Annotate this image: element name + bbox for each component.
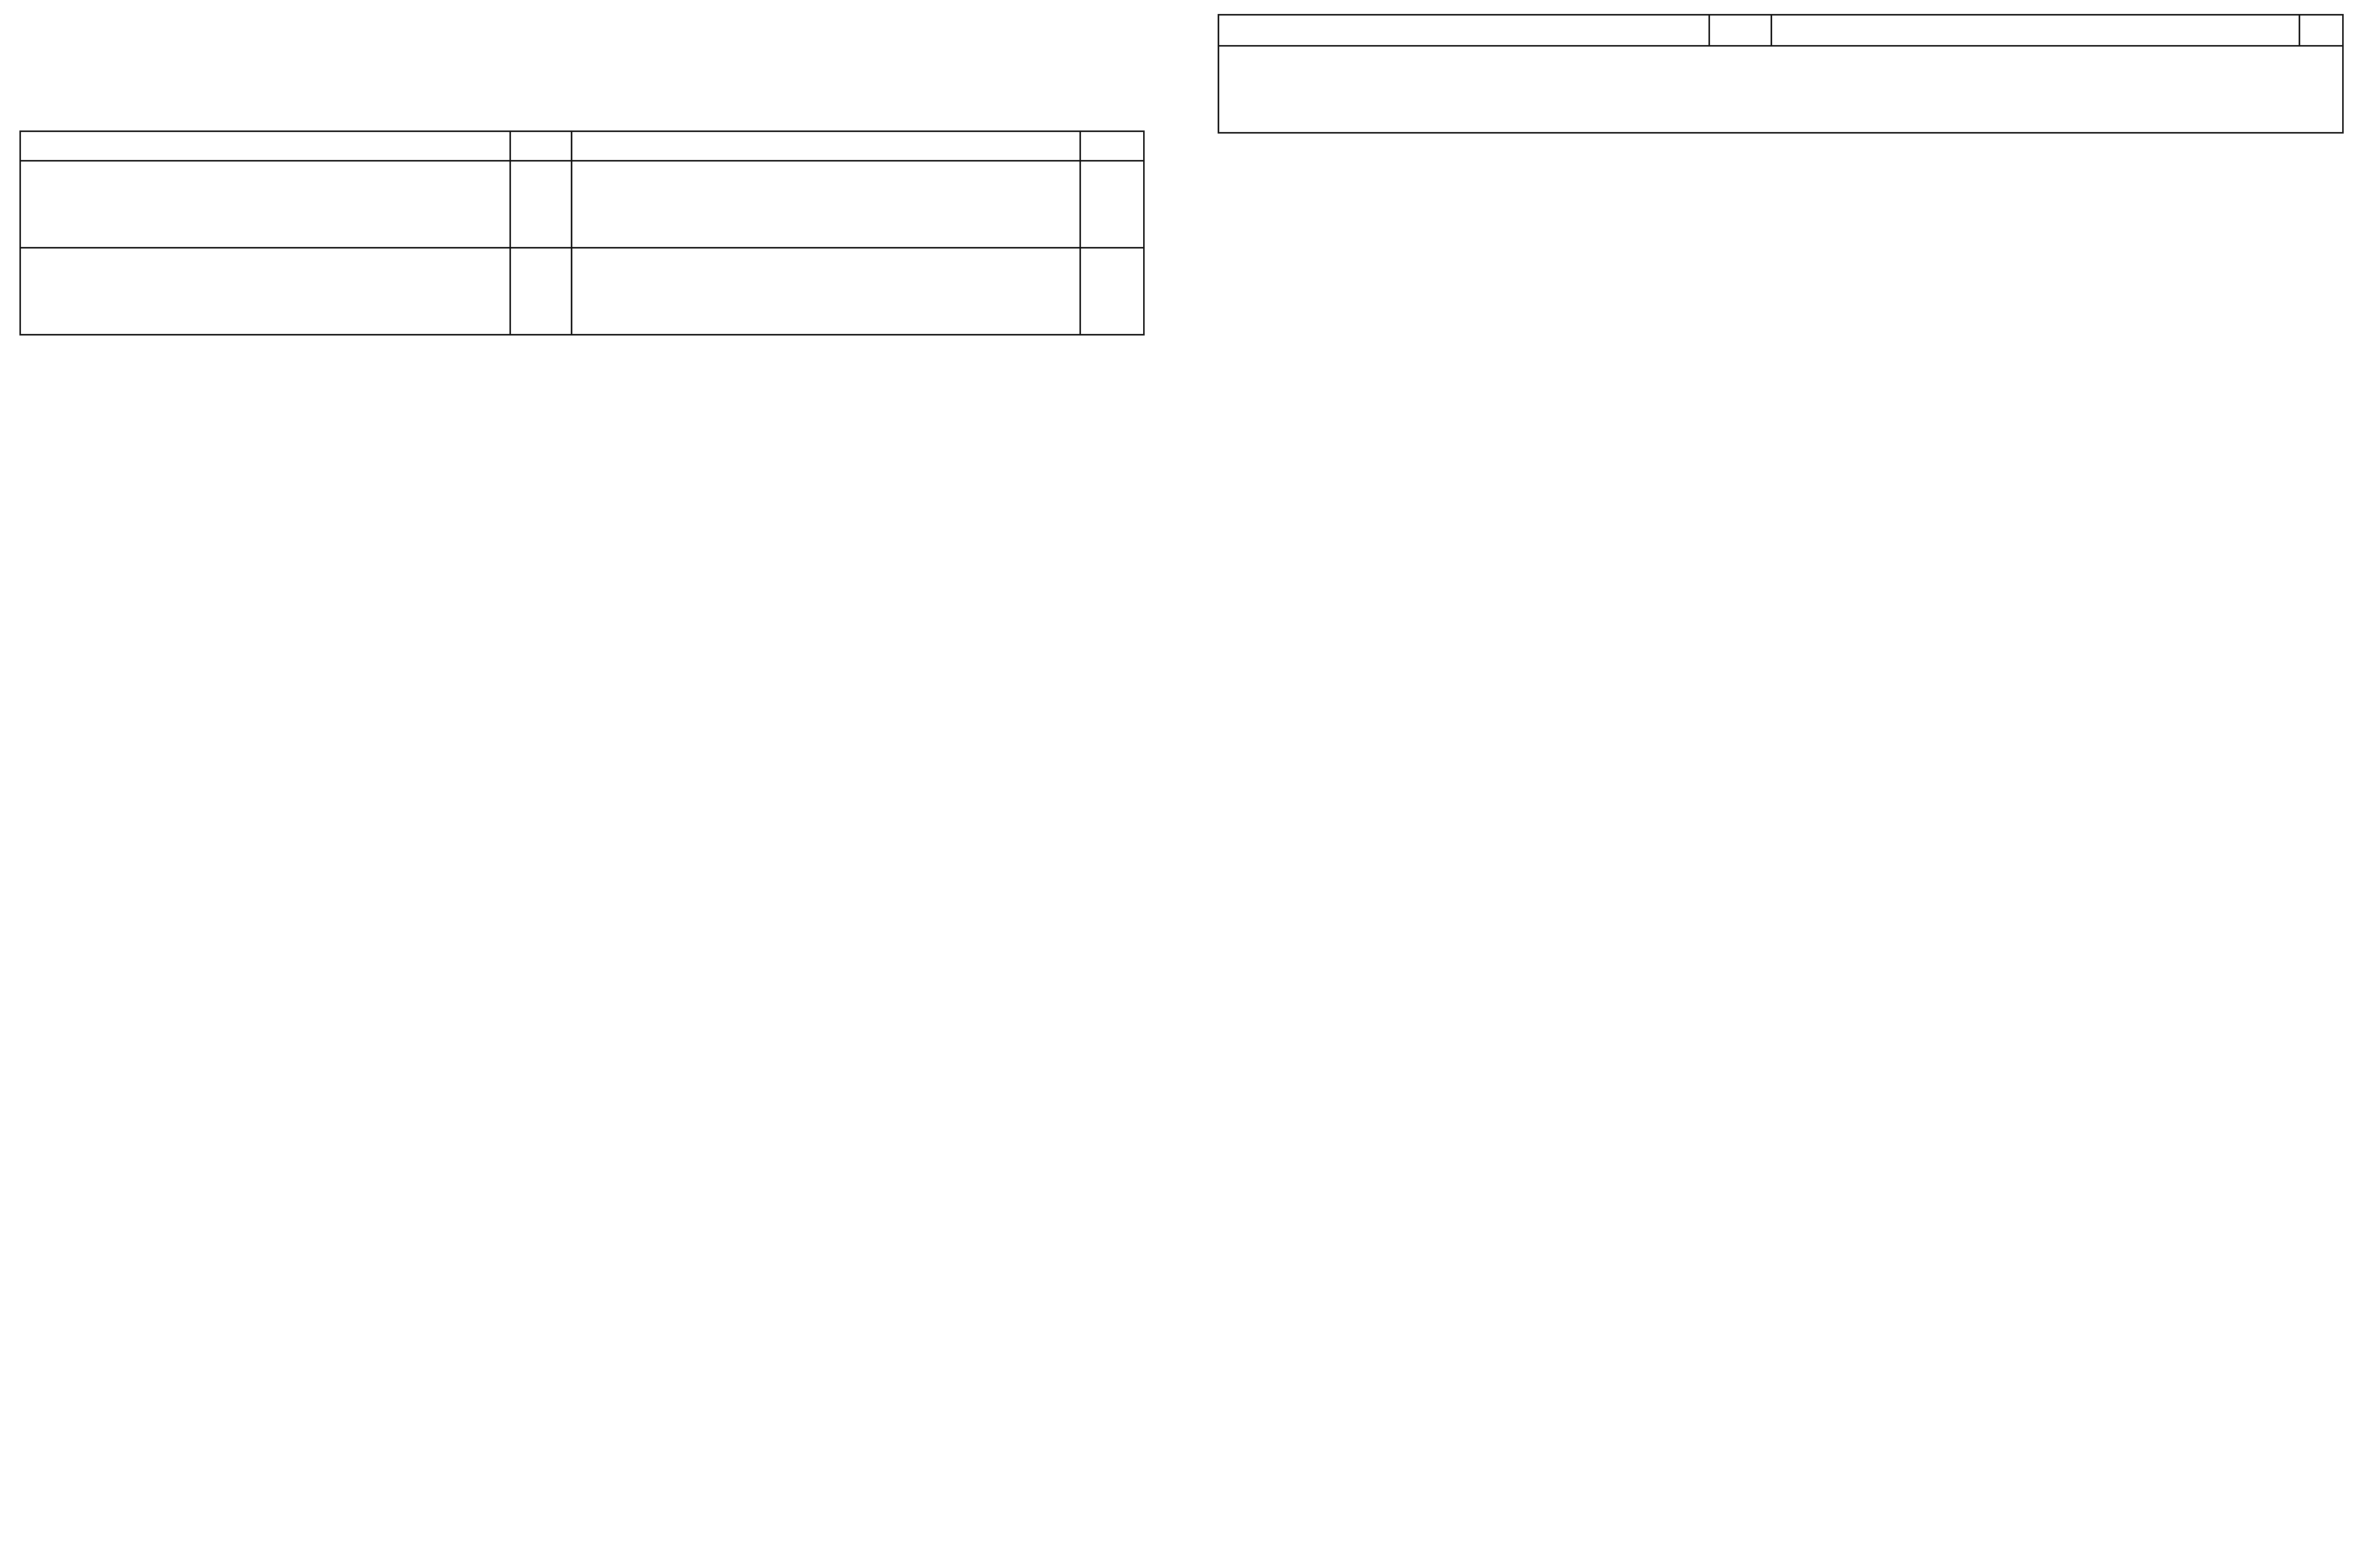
column-header-new [1771, 15, 2299, 46]
section-heading [20, 161, 510, 248]
right-adaptation-table [1218, 14, 2344, 134]
column-header-new [572, 131, 1080, 161]
column-header-old [1218, 15, 1709, 46]
section-heading [572, 248, 1080, 335]
section-heading [1218, 46, 2343, 133]
column-header-old [20, 131, 510, 161]
left-adaptation-table [19, 130, 1145, 336]
section-heading [572, 161, 1080, 248]
